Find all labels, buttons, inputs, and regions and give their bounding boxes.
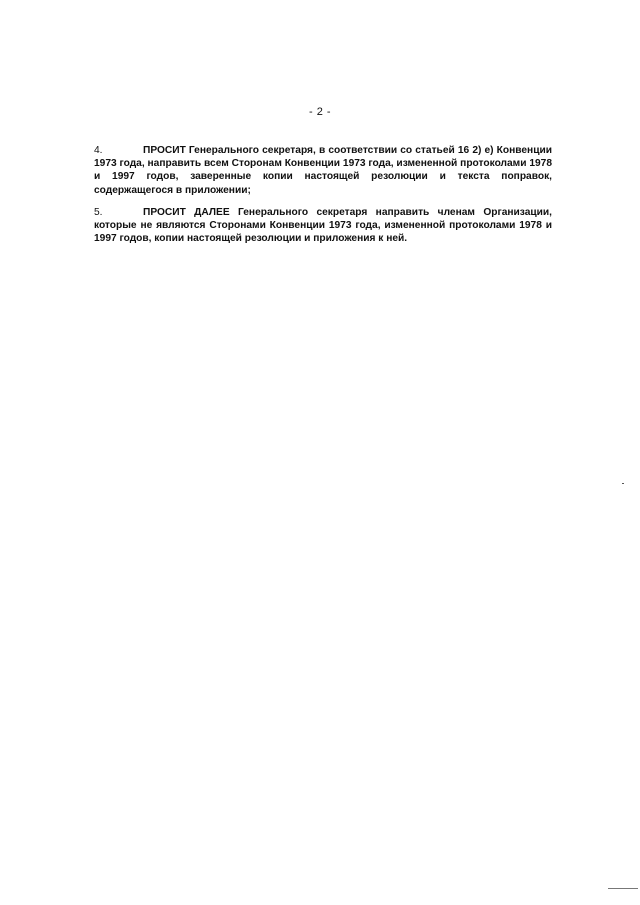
paragraph-number: 5. <box>94 207 103 218</box>
page-number: - 2 - <box>308 106 332 118</box>
scan-edge-line <box>608 888 638 889</box>
paragraph-5 <box>94 206 552 246</box>
paragraph-number: 4. <box>94 145 103 156</box>
scan-speck <box>622 483 624 484</box>
paragraph-4 <box>94 144 552 197</box>
paragraph-text: ПРОСИТ ДАЛЕЕ Генерального секретаря направить членам Организации, которые не являются Сторонами Конвенции 1973 года, измененной протоколами 1978 и 1997 годов, копии настоящей резолюции и приложения к ней. <box>94 207 552 245</box>
paragraph-text: ПРОСИТ Генерального секретаря, в соответствии со статьей 16 2) е) Конвенции 1973 года, направить всем Сторонам Конвенции 1973 года, измененной протоколами 1978 и 1997 годов, заверенные копии настоящей резолюции и текста поправок, содержащегося в приложении; <box>94 145 552 196</box>
